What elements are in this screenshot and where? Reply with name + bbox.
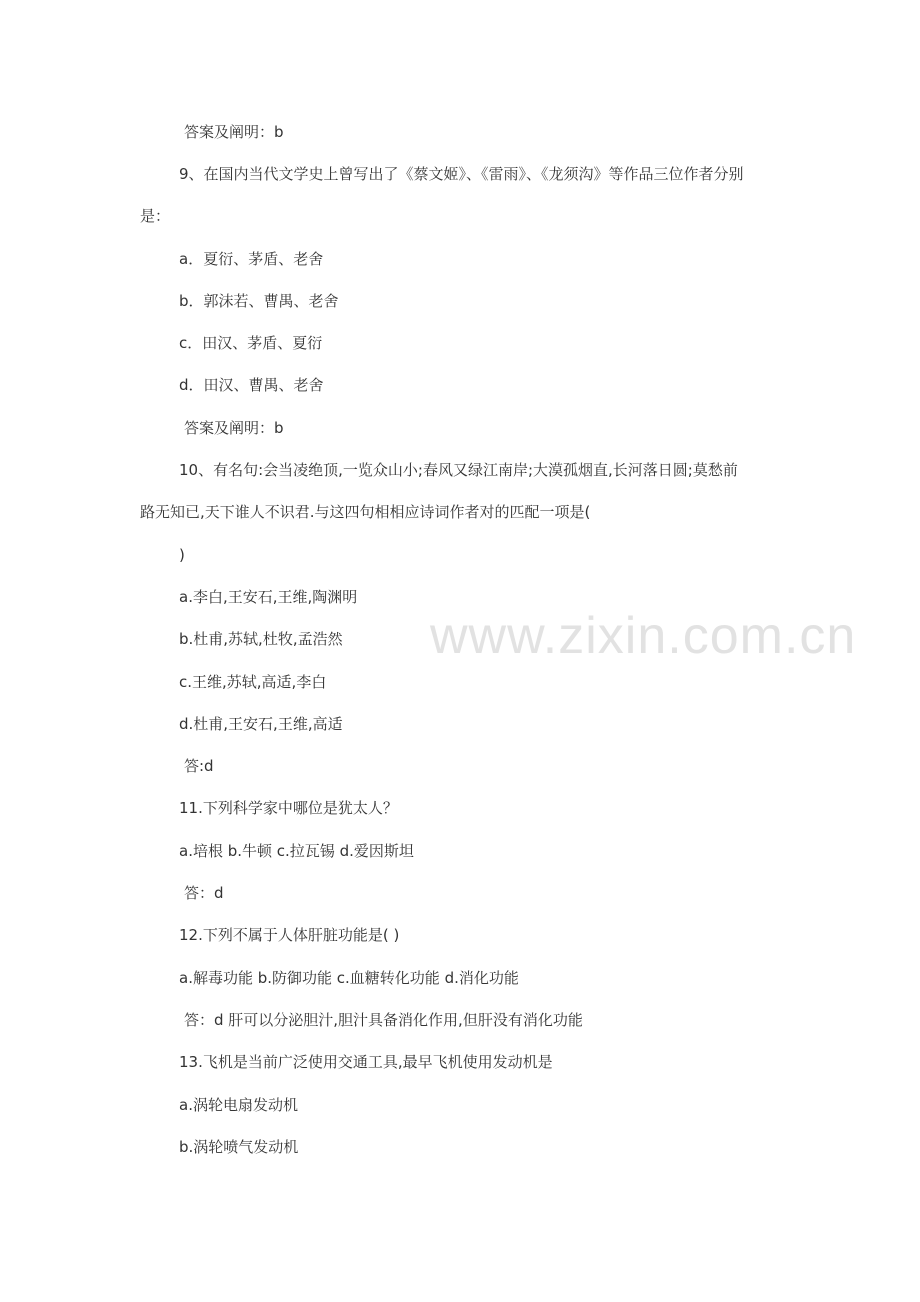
question-10-option-a: a.李白,王安石,王维,陶渊明 bbox=[179, 588, 358, 606]
question-9-line-2: 是： bbox=[140, 207, 171, 225]
question-12: 12.下列不属于人体肝脏功能是( ) bbox=[179, 926, 400, 944]
question-9-line-1: 9、在国内当代文学史上曾写出了《蔡文姬》、《雷雨》、《龙须沟》等作品三位作者分别 bbox=[179, 165, 744, 183]
answer-line-1: 答案及阐明：b bbox=[184, 123, 284, 141]
question-9-option-b: b．郭沫若、曹禺、老舍 bbox=[179, 292, 339, 310]
question-9-option-c: c．田汉、茅盾、夏衍 bbox=[179, 334, 323, 352]
watermark: www.zixin.com.cn bbox=[430, 607, 857, 665]
question-13-option-b: b.涡轮喷气发动机 bbox=[179, 1138, 299, 1156]
question-9-option-a: a．夏衍、茅盾、老舍 bbox=[179, 250, 324, 268]
question-9-option-d: d．田汉、曹禺、老舍 bbox=[179, 376, 324, 394]
question-12-options: a.解毒功能 b.防御功能 c.血糖转化功能 d.消化功能 bbox=[179, 969, 519, 987]
answer-line-2: 答案及阐明：b bbox=[184, 419, 284, 437]
answer-line-3: 答:d bbox=[184, 757, 214, 775]
question-13: 13.飞机是当前广泛使用交通工具,最早飞机使用发动机是 bbox=[179, 1053, 553, 1071]
question-10-option-d: d.杜甫,王安石,王维,高适 bbox=[179, 715, 343, 733]
question-10-option-c: c.王维,苏轼,高适,李白 bbox=[179, 673, 327, 691]
question-10-option-b: b.杜甫,苏轼,杜牧,孟浩然 bbox=[179, 630, 343, 648]
question-11: 11.下列科学家中哪位是犹太人？ bbox=[179, 799, 398, 817]
question-10-line-2: 路无知已,天下谁人不识君.与这四句相相应诗词作者对的匹配一项是( bbox=[140, 503, 591, 521]
answer-line-4: 答：d bbox=[184, 884, 224, 902]
answer-line-5: 答：d 肝可以分泌胆汁,胆汁具备消化作用,但肝没有消化功能 bbox=[184, 1011, 583, 1029]
question-10-line-1: 10、有名句:会当凌绝顶,一览众山小;春风又绿江南岸;大漠孤烟直,长河落日圆;莫愁前 bbox=[179, 461, 738, 479]
question-10-line-3: ) bbox=[179, 546, 185, 564]
question-13-option-a: a.涡轮电扇发动机 bbox=[179, 1096, 298, 1114]
question-11-options: a.培根 b.牛顿 c.拉瓦锡 d.爱因斯坦 bbox=[179, 842, 414, 860]
